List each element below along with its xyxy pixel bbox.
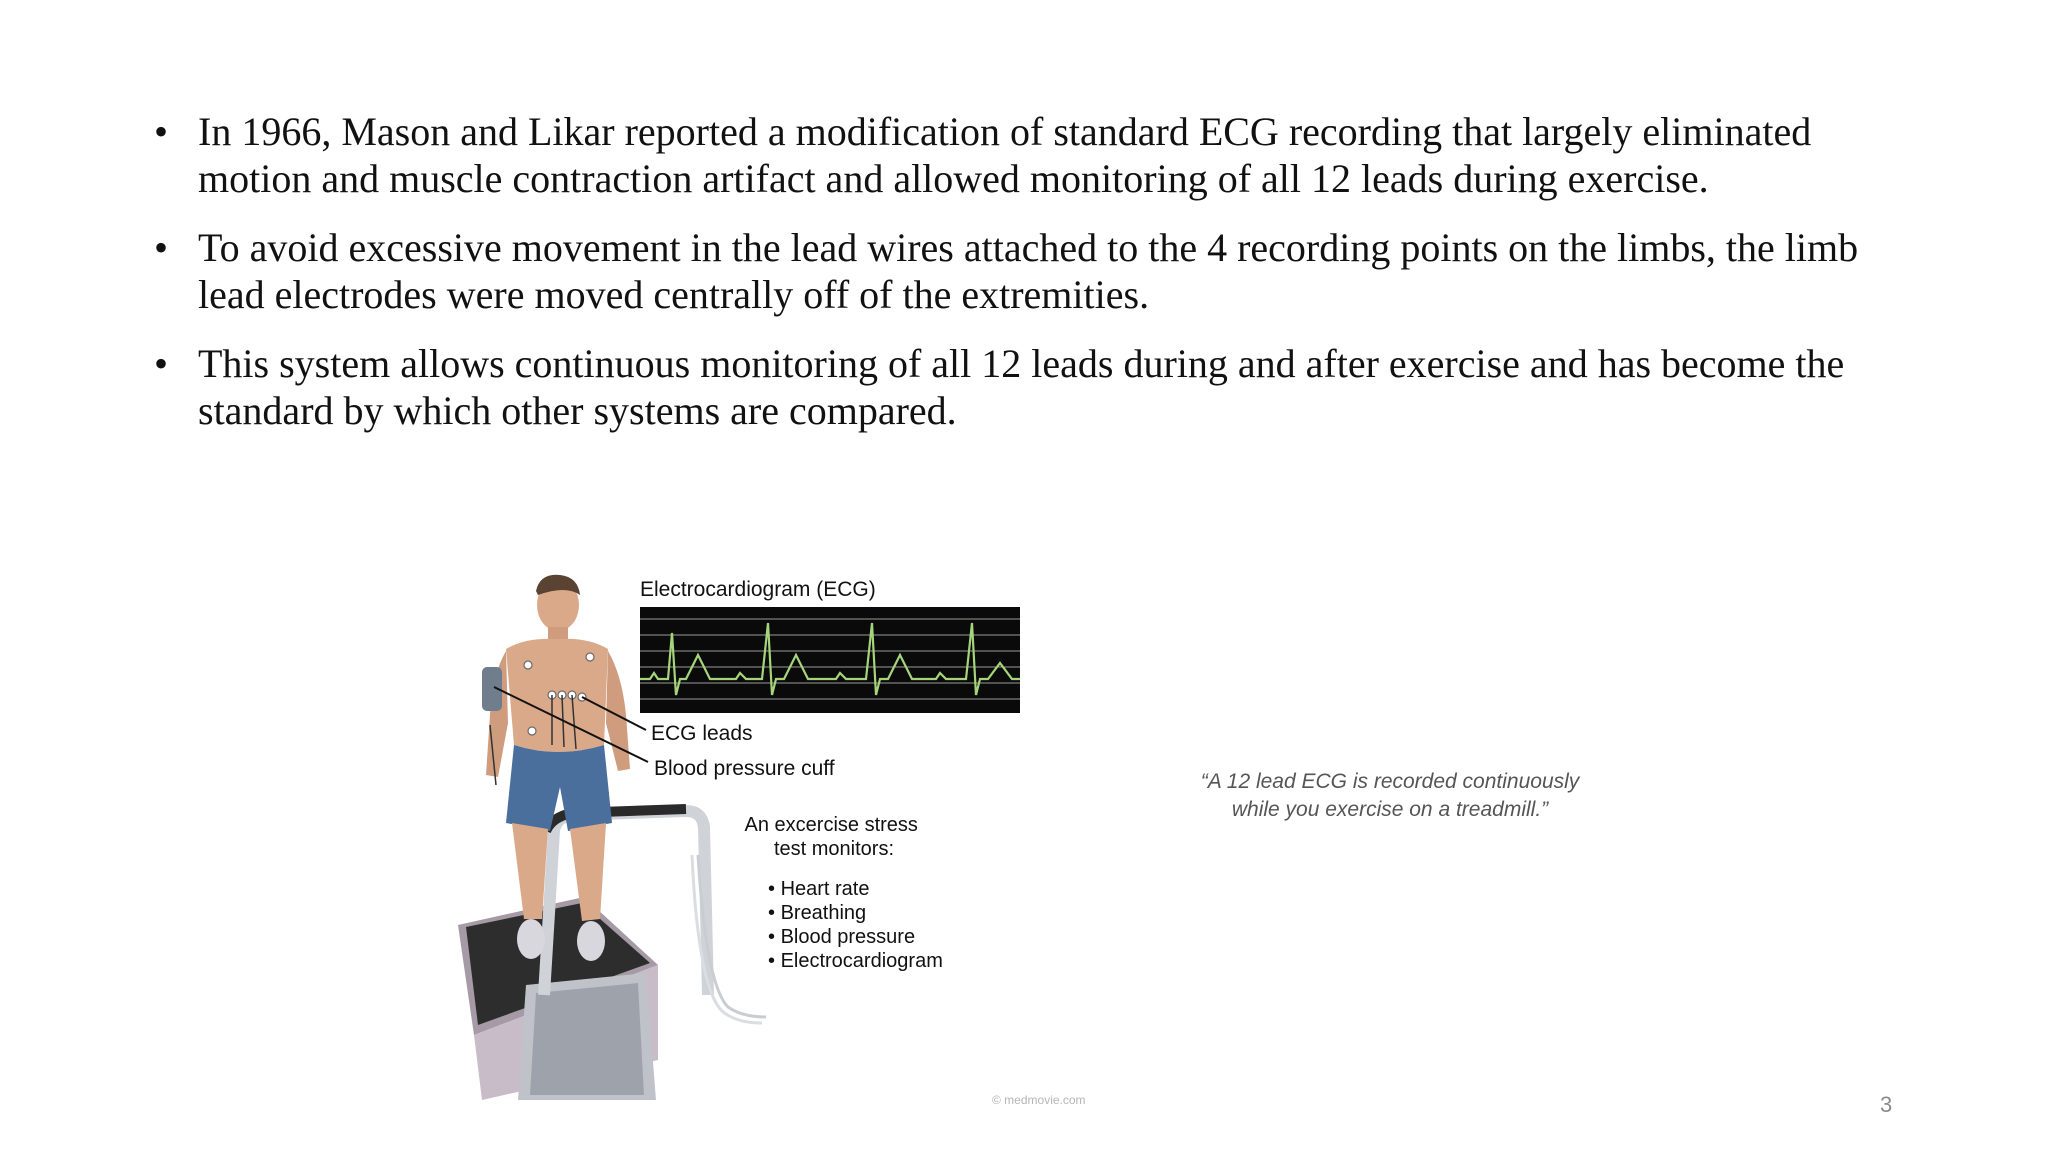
image-credit: © medmovie.com (992, 1093, 1086, 1107)
treadmill-ecg-figure (436, 555, 1116, 1110)
bullet-list (150, 108, 1910, 456)
monitors-list-item: • Electrocardiogram (768, 950, 943, 972)
monitors-list-item: • Heart rate (768, 878, 870, 900)
label-bp-cuff: Blood pressure cuff (654, 757, 835, 780)
quote-line: while you exercise on a treadmill.” (1231, 798, 1549, 821)
monitors-heading (745, 814, 924, 860)
bullet-item: • To avoid excessive movement in the lead wires attached to the 4 recording points on the limbs, the limb lead electrodes were moved centrally off of the extremities. (150, 224, 1910, 318)
ecg-title: Electrocardiogram (ECG) (640, 578, 876, 601)
monitors-heading-line1: An excercise stress (744, 814, 918, 836)
ecg-monitor (640, 607, 1020, 713)
label-ecg-leads: ECG leads (651, 722, 753, 745)
page-number: 3 (1880, 1092, 1893, 1117)
monitors-list-item: • Blood pressure (768, 926, 916, 948)
bullet-item: • This system allows continuous monitoring of all 12 leads during and after exercise and has become the standard by which other systems are compared. (150, 340, 1910, 434)
treadmill-illustration (458, 809, 766, 1100)
quote-caption (1170, 768, 1610, 824)
monitors-heading-line2: test monitors: (773, 838, 895, 860)
quote-line: “A 12 lead ECG is recorded continuously (1200, 770, 1580, 793)
bullet-item: • In 1966, Mason and Likar reported a modification of standard ECG recording that largely eliminated motion and muscle contraction artifact and allowed monitoring of all 12 leads during exercise. (150, 108, 1910, 202)
monitors-list-item: • Breathing (768, 902, 867, 924)
runner-illustration (482, 575, 630, 961)
monitors-list (768, 878, 943, 972)
